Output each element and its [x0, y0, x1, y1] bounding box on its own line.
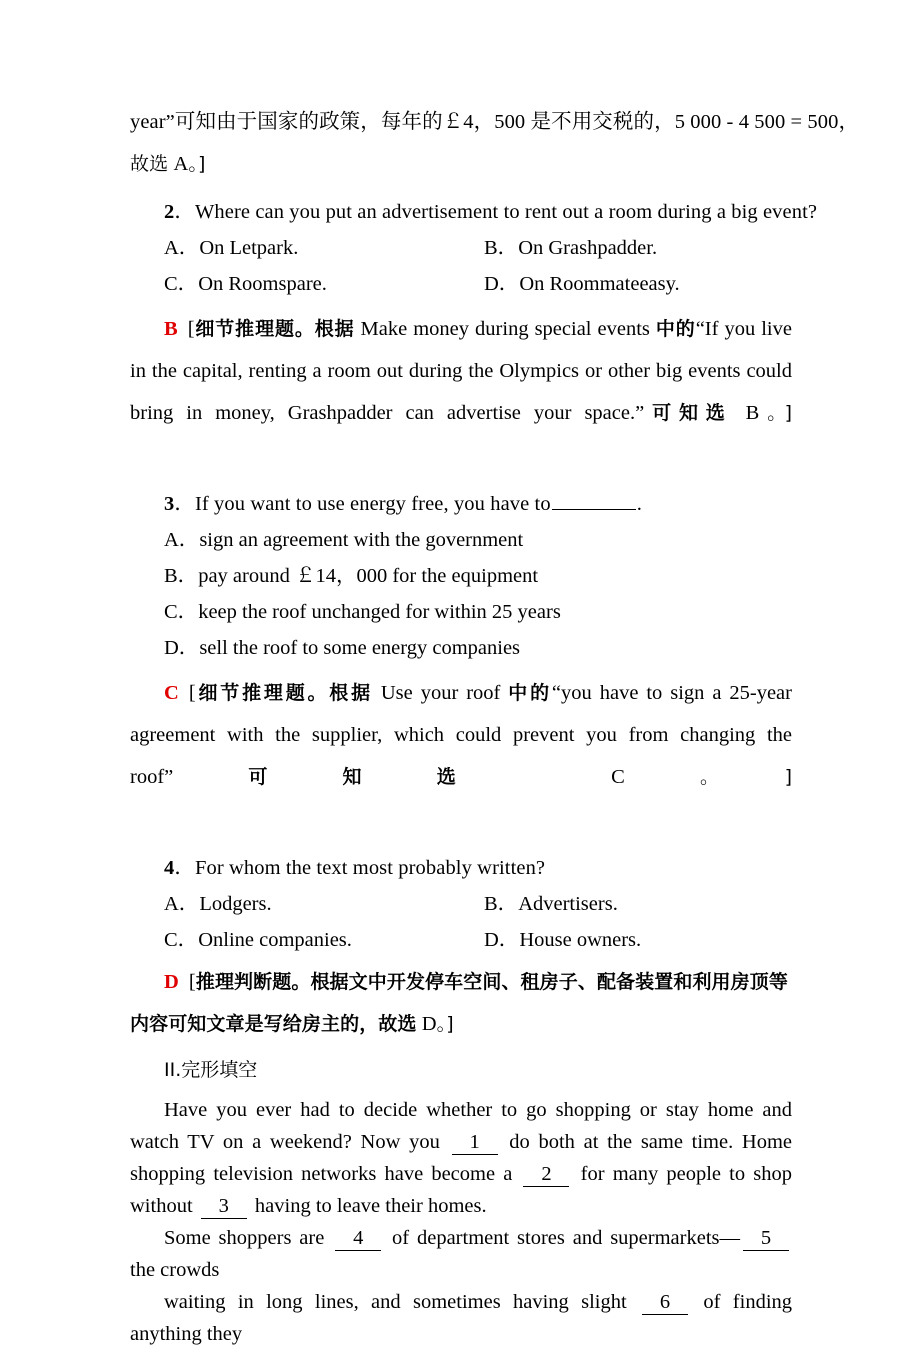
question-3-explanation-tail: 可知选 — [173, 766, 531, 788]
cloze-blank-6[interactable]: 6 — [642, 1292, 688, 1315]
question-4-explanation-line-1 — [130, 964, 792, 1000]
question-3-option-a-label: A． — [164, 529, 200, 551]
question-4-option-b-label: B． — [484, 893, 519, 915]
question-3-option-b-label: B． — [164, 565, 199, 587]
question-2-explanation-open: [ — [187, 318, 195, 340]
question-2-option-c-text: On Roomspare. — [198, 273, 327, 295]
question-2-option-c[interactable] — [164, 266, 484, 302]
question-3-explanation-mid: 中的 — [508, 682, 552, 704]
question-2-option-b[interactable] — [484, 230, 792, 266]
cloze-paragraph-3 — [130, 1286, 792, 1350]
question-4-stem-text: For whom the text most probably written? — [194, 857, 546, 879]
question-4-explanation — [130, 964, 792, 1042]
question-2-option-c-label: C． — [164, 273, 199, 295]
question-4-explanation-end: 。] — [436, 1013, 454, 1035]
question-2-option-d-label: D． — [484, 273, 520, 295]
question-4-answer-badge: D — [164, 971, 179, 993]
cloze-blank-3[interactable]: 3 — [201, 1196, 247, 1219]
question-2-option-a-label: A． — [164, 237, 200, 259]
question-3-explanation-end: 。] — [624, 766, 792, 788]
question-4-options-row-1 — [130, 886, 792, 922]
question-4-option-b-text: Advertisers. — [518, 893, 618, 915]
question-3-option-b-text: pay around ￡14，000 for the equipment — [198, 565, 539, 587]
q1-explanation-line-1 — [130, 104, 860, 140]
question-4-option-c-text: Online companies. — [198, 929, 352, 951]
question-2-quote-open: “ — [695, 318, 705, 340]
cloze-p2-text-3: the crowds — [130, 1259, 220, 1281]
question-3-stem: 3．If you want to use energy free, you have to . — [130, 486, 792, 522]
cloze-paragraph-1 — [130, 1094, 792, 1222]
question-4-options-row-2 — [130, 922, 792, 958]
question-4-explanation-line-2 — [130, 1006, 792, 1042]
cloze-p3-text-1: waiting in long lines, and sometimes having slight — [164, 1291, 627, 1313]
question-4-option-a-text: Lodgers. — [199, 893, 272, 915]
q1-explanation-tail — [130, 104, 860, 182]
question-2-option-d[interactable] — [484, 266, 792, 302]
question-2-explanation-mid: 中的 — [655, 318, 696, 340]
cloze-blank-1[interactable]: 1 — [452, 1132, 498, 1155]
question-3-explanation-type: 细节推理题。根据 — [195, 682, 373, 704]
cloze-p1-text-4: having to leave their homes. — [254, 1195, 487, 1217]
question-2-explanation-end: 。] — [759, 402, 792, 424]
question-2-option-b-label: B． — [484, 237, 519, 259]
question-2-explanation-source: Make money during special events — [360, 318, 650, 340]
question-2-explanation-letter: B — [745, 402, 760, 424]
question-3-quote-text: you have to sign a 25-year agreement with the supplier, which could prevent you from changing the roof — [130, 682, 792, 788]
cloze-paragraph-2 — [130, 1222, 792, 1286]
question-4-explanation-cn-2: 内容可知文章是写给房主的，故选 — [130, 1013, 417, 1035]
question-3-explanation-letter: C — [611, 766, 625, 788]
question-4-option-d[interactable] — [484, 922, 792, 958]
cloze-p1-text-1: Have you ever had to decide whether to go shopping or stay home and watch TV on a weekend? Now you — [130, 1099, 792, 1153]
question-3-option-d-text: sell the roof to some energy companies — [199, 637, 521, 659]
question-4-explanation-cn-1: 推理判断题。根据文中开发停车空间、租房子、配备装置和利用房顶等 — [195, 971, 788, 993]
question-3-stem-before: If you want to use energy free, you have to — [194, 493, 551, 515]
question-2-stem-text: Where can you put an advertisement to rent out a room during a big event? — [194, 201, 818, 223]
question-2-number: 2 — [164, 201, 175, 223]
question-3-option-c-text: keep the roof unchanged for within 25 years — [198, 601, 561, 623]
question-4-option-c[interactable] — [164, 922, 484, 958]
cloze-p2-text-1: Some shoppers are — [164, 1227, 325, 1249]
question-3-answer-badge: C — [164, 682, 179, 704]
question-3-option-a[interactable] — [130, 522, 792, 558]
question-3-quote-close: ” — [164, 766, 174, 788]
cloze-p1-text-3: for many people to shop without — [130, 1163, 793, 1217]
question-2-option-a-text: On Letpark. — [199, 237, 299, 259]
question-3-number: 3 — [164, 493, 175, 515]
question-3-explanation-open: [ — [188, 682, 196, 704]
question-2-option-b-text: On Grashpadder. — [518, 237, 658, 259]
cloze-p2-text-2: of department stores and supermarkets— — [392, 1227, 740, 1249]
question-4-option-a-label: A． — [164, 893, 200, 915]
question-3-quote-open: “ — [551, 682, 562, 704]
q1-explanation-line-2-cn: 故选 — [130, 153, 169, 175]
question-2-explanation-tail: 可知选 — [644, 402, 733, 424]
question-4-option-a[interactable] — [164, 886, 484, 922]
question-2-option-d-text: On Roommateeasy. — [519, 273, 680, 295]
cloze-blank-2[interactable]: 2 — [523, 1164, 569, 1187]
question-2-options-row-1 — [130, 230, 792, 266]
question-2-stem: 2．Where can you put an advertisement to rent out a room during a big event? — [164, 201, 818, 223]
question-3-option-b[interactable] — [130, 558, 792, 594]
question-4-option-c-label: C． — [164, 929, 199, 951]
section-2-heading: II.完形填空 — [164, 1059, 258, 1081]
question-4-explanation-open: [ — [188, 971, 196, 993]
question-4-option-d-text: House owners. — [519, 929, 642, 951]
question-2-quote-close: ” — [635, 402, 645, 424]
question-3-answer-blank[interactable] — [552, 490, 636, 510]
question-4-option-d-label: D． — [484, 929, 520, 951]
question-2-explanation — [130, 308, 792, 476]
cloze-blank-5[interactable]: 5 — [743, 1228, 789, 1251]
q1-explanation-line-1-text: year”可知由于国家的政策，每年的￡4，500 是不用交税的，5 000 - 4 500 = 500， — [130, 111, 860, 133]
question-3-explanation — [130, 672, 792, 840]
question-2-options-row-2 — [130, 266, 792, 302]
question-3-option-a-text: sign an agreement with the government — [199, 529, 524, 551]
question-3-option-c[interactable] — [130, 594, 792, 630]
question-4-explanation-letter: D — [421, 1013, 437, 1035]
question-3-option-c-label: C． — [164, 601, 199, 623]
q1-explanation-line-2-end: 。] — [188, 153, 206, 175]
question-2-quote-text: If you live in the capital, renting a room out during the Olympics or other big events could bring in money, Grashpadder can advertise your space. — [130, 318, 792, 424]
q1-answer-letter: A — [173, 153, 189, 175]
question-2-explanation-type: 细节推理题。根据 — [194, 318, 355, 340]
question-3-option-d[interactable] — [130, 630, 792, 666]
question-4-stem: 4．For whom the text most probably written? — [164, 857, 546, 879]
question-3-stem-after: . — [636, 493, 642, 515]
question-3-explanation-source: Use your roof — [380, 682, 501, 704]
question-3-option-d-label: D． — [164, 637, 200, 659]
cloze-blank-4[interactable]: 4 — [335, 1228, 381, 1251]
q1-explanation-line-2 — [130, 146, 792, 182]
question-4-number: 4 — [164, 857, 175, 879]
question-4-option-b[interactable] — [484, 886, 792, 922]
question-2-option-a[interactable] — [164, 230, 484, 266]
cloze-p3-text-2: of finding anything they — [130, 1291, 793, 1345]
question-2-answer-badge: B — [164, 318, 178, 340]
cloze-p1-text-2: do both at the same time. Home shopping television networks have become a — [130, 1131, 792, 1185]
page-content — [130, 104, 860, 1350]
